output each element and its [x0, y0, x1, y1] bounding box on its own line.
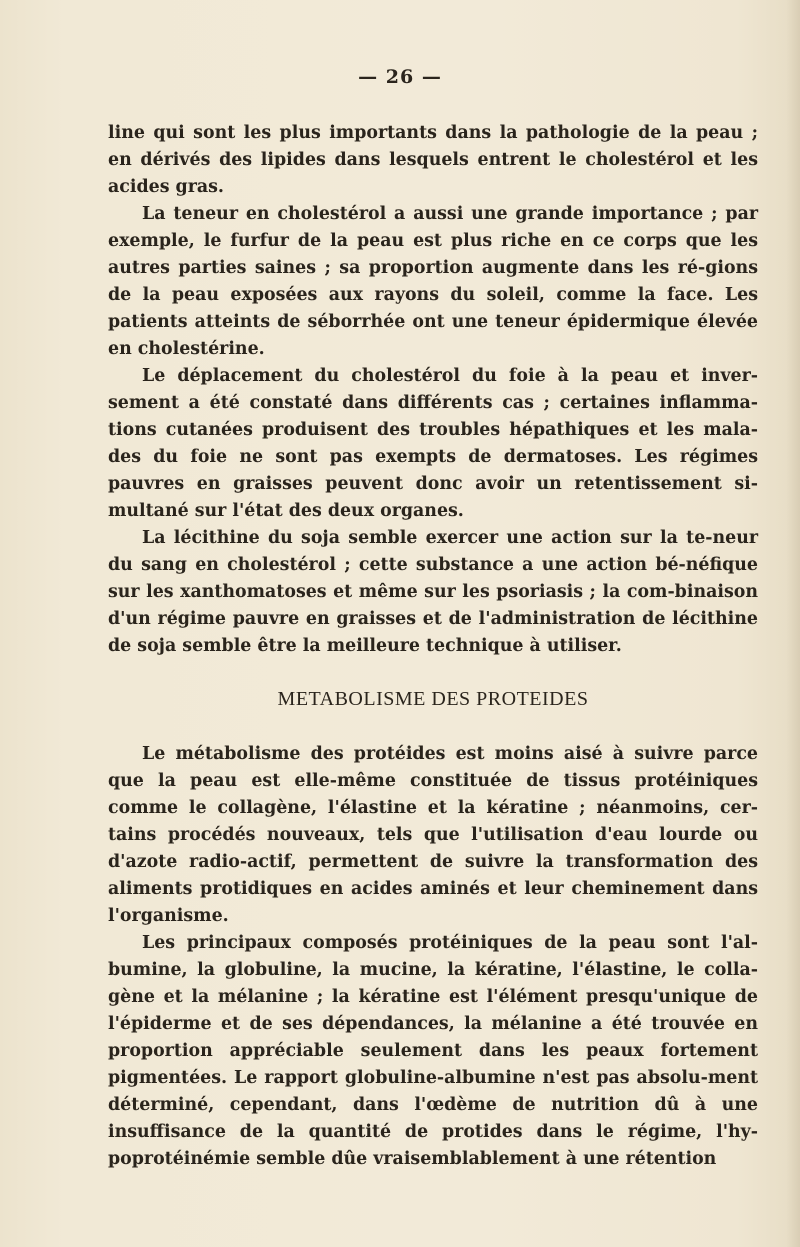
paragraph: Le déplacement du cholestérol du foie à la peau et inver-sement a été constaté dans différents cas ; certaines inflamma-tions cutanées produisent des troubles hépathiques et les mala-des du foie ne sont pas exempts de dermatoses. Les régimes pauvres en graisses peuvent donc avoir un retentissement si-multané sur l'état des deux organes. — [108, 366, 758, 521]
page-edge-shadow — [786, 0, 800, 1247]
paragraph: La teneur en cholestérol a aussi une grande importance ; par exemple, le furfur de la peau est plus riche en ce corps que les autres parties saines ; sa proportion augmente dans les ré-gions de la peau exposées aux rayons du soleil, comme la face. Les patients atteints de séborrhée ont une teneur épidermique élevée en cholestérine. — [108, 204, 758, 359]
page-number: — 26 — — [358, 66, 442, 88]
paragraph: Les principaux composés protéiniques de la peau sont l'al-bumine, la globuline, la mucine, la kératine, l'élastine, le colla-gène et la mélanine ; la kératine est l'élément presqu'unique de l'épiderme et de ses dépendances, la mélanine a été trouvée en proportion appréciable seulement dans les peaux fortement pigmentées. Le rapport globuline-albumine n'est pas absolu-ment déterminé, cependant, dans l'œdème de nutrition dû à une insuffisance de la quantité de protides dans le régime, l'hy-poprotéinémie semble dûe vraisemblablement à une rétention — [108, 933, 758, 1169]
paragraph: line qui sont les plus importants dans la pathologie de la peau ; en dérivés des lipides dans lesquels entrent le cholestérol et les acides gras. — [108, 123, 758, 197]
paragraph: Le métabolisme des protéides est moins aisé à suivre parce que la peau est elle-même constituée de tissus protéiniques comme le collagène, l'élastine et la kératine ; néanmoins, cer-tains procédés nouveaux, tels que l'utilisation d'eau lourde ou d'azote radio-actif, permettent de suivre la transformation des aliments protidiques en acides aminés et leur cheminement dans l'organisme. — [108, 744, 758, 926]
body-text — [108, 120, 758, 1173]
paragraph: La lécithine du soja semble exercer une action sur la te-neur du sang en cholestérol ; cette substance a une action bé-néfique sur les xanthomatoses et même sur les psoriasis ; la com-binaison d'un régime pauvre en graisses et de l'administration de lécithine de soja semble être la meilleure technique à utiliser. — [108, 528, 758, 656]
section-heading: METABOLISME DES PROTEIDES — [277, 688, 589, 710]
